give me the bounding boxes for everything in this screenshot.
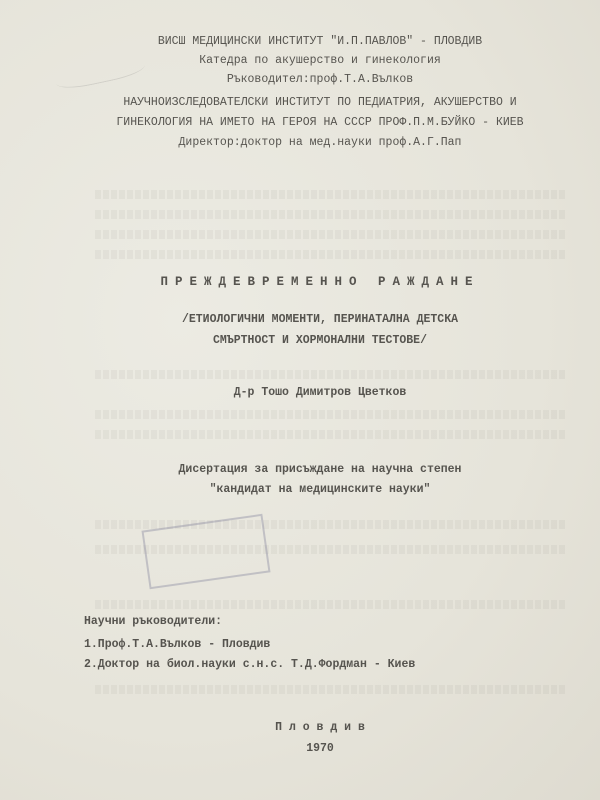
bleed-through-text	[95, 230, 565, 239]
thesis-subtitle-line2: СМЪРТНОСТ И ХОРМОНАЛНИ ТЕСТОВЕ/	[213, 334, 427, 347]
author-name: Д-р Тошо Димитров Цветков	[233, 386, 407, 399]
dissertation-line2: "кандидат на медицинските науки"	[209, 483, 431, 496]
supervisor-item: 2.Доктор на биол.науки с.н.с. Т.Д.Фордман - Киев	[84, 658, 416, 671]
supervisor-item: 1.Проф.Т.А.Вълков - Пловдив	[84, 638, 271, 651]
thesis-subtitle-line1: /ЕТИОЛОГИЧНИ МОМЕНТИ, ПЕРИНАТАЛНА ДЕТСКА	[181, 313, 459, 326]
bleed-through-text	[95, 600, 565, 609]
dissertation-line1: Дисертация за присъждане на научна степен	[178, 463, 462, 476]
thesis-title: ПРЕЖДЕВРЕМЕННО РАЖДАНЕ	[160, 275, 480, 289]
bleed-through-text	[95, 410, 565, 419]
supervisors-heading: Научни ръководители:	[84, 615, 223, 628]
bleed-through-text	[95, 250, 565, 259]
research-institute-line1: НАУЧНОИЗСЛЕДОВАТЕЛСКИ ИНСТИТУТ ПО ПЕДИАТРИЯ, АКУШЕРСТВО И	[123, 96, 517, 109]
institute-name: ВИСШ МЕДИЦИНСКИ ИНСТИТУТ "И.П.ПАВЛОВ" - ПЛОВДИВ	[157, 35, 483, 48]
bleed-through-text	[95, 190, 565, 199]
city: П л о в д и в	[275, 721, 365, 734]
bleed-through-text	[95, 430, 565, 439]
department-name: Катедра по акушерство и гинекология	[199, 54, 441, 67]
department-head: Ръководител:проф.Т.А.Вълков	[226, 73, 414, 86]
year: 1970	[306, 742, 334, 755]
director: Директор:доктор на мед.науки проф.А.Г.Пап	[178, 136, 462, 149]
bleed-through-text	[95, 210, 565, 219]
bleed-through-text	[95, 685, 565, 694]
bleed-through-text	[95, 370, 565, 379]
research-institute-line2: ГИНЕКОЛОГИЯ НА ИМЕТО НА ГЕРОЯ НА СССР ПРОФ.П.М.БУЙКО - КИЕВ	[116, 116, 524, 129]
